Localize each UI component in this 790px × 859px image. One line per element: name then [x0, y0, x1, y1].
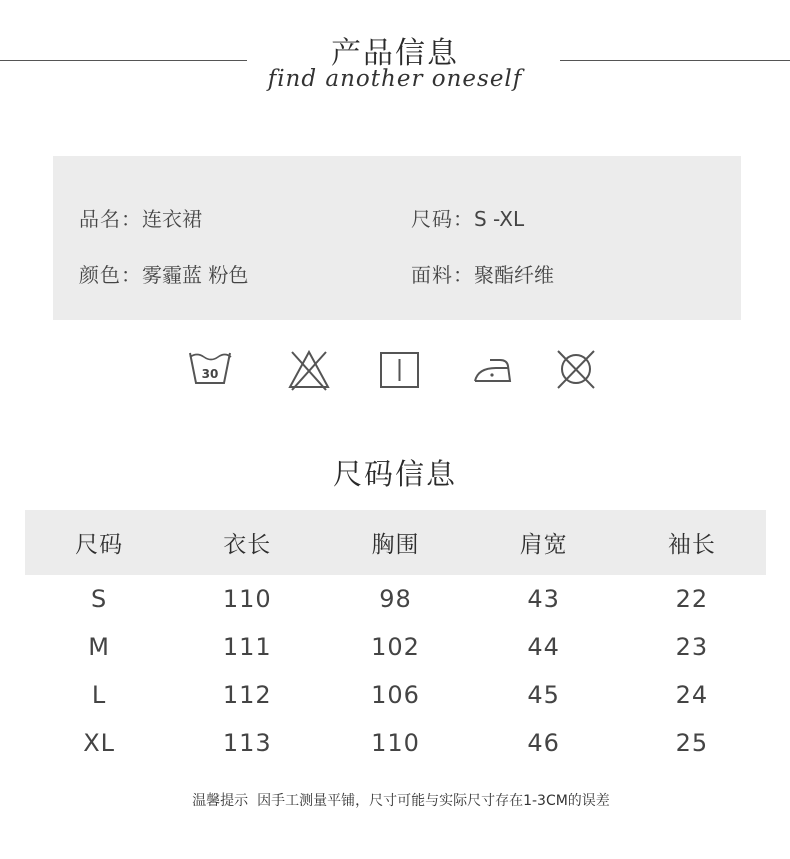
- table-row: [25, 671, 766, 719]
- no-bleach-icon: [286, 348, 332, 392]
- size-section-title: 尺码信息: [332, 457, 457, 491]
- product-name-label: 品名：: [79, 207, 142, 231]
- header-length: 衣长: [223, 532, 272, 558]
- cell-shoulder: 46: [527, 729, 560, 757]
- iron-low-icon: [470, 348, 516, 392]
- cell-size: M: [88, 633, 110, 661]
- header-size: 尺码: [75, 532, 124, 558]
- product-fabric-row: [411, 259, 554, 288]
- cell-size: S: [90, 585, 108, 613]
- cell-length: 112: [222, 681, 272, 709]
- cell-length: 111: [222, 633, 272, 661]
- product-fabric-label: 面料：: [411, 263, 474, 287]
- cell-bust: 110: [371, 729, 420, 757]
- dry-flat-icon: [377, 348, 423, 392]
- product-info-box: [53, 156, 741, 320]
- cell-bust: 102: [371, 633, 420, 661]
- no-dry-clean-icon: [553, 348, 599, 392]
- wash-temperature-text: 30: [201, 367, 219, 381]
- header-bust: 胸围: [371, 532, 420, 558]
- table-row: [25, 623, 766, 671]
- cell-sleeve: 24: [675, 681, 709, 709]
- product-color-row: [79, 259, 248, 288]
- product-color-value: 雾霾蓝 粉色: [142, 263, 249, 287]
- product-name-value: 连衣裙: [142, 207, 202, 231]
- page-title: 产品信息: [331, 36, 459, 71]
- cell-length: 110: [222, 585, 272, 613]
- product-size-label: 尺码：: [411, 207, 474, 231]
- table-header-row: [25, 510, 766, 575]
- cell-size: XL: [83, 729, 115, 757]
- cell-bust: 106: [371, 681, 420, 709]
- table-row: [25, 575, 766, 623]
- product-size-value: S -XL: [474, 207, 525, 231]
- wash-30-icon: [187, 348, 233, 392]
- cell-size: L: [91, 681, 107, 709]
- header-sleeve: 袖长: [667, 532, 716, 558]
- table-row: [25, 719, 766, 767]
- cell-length: 113: [222, 729, 272, 757]
- cell-bust: 98: [379, 585, 412, 613]
- size-table: [25, 510, 766, 767]
- header-shoulder: 肩宽: [519, 532, 568, 558]
- cell-sleeve: 23: [675, 633, 709, 661]
- cell-sleeve: 22: [675, 585, 709, 613]
- page-subtitle: find another oneself: [267, 66, 523, 92]
- product-color-label: 颜色：: [79, 263, 142, 287]
- cell-sleeve: 25: [675, 729, 709, 757]
- cell-shoulder: 44: [527, 633, 560, 661]
- cell-shoulder: 45: [527, 681, 560, 709]
- product-fabric-value: 聚酯纤维: [474, 263, 554, 287]
- cell-shoulder: 43: [527, 585, 560, 613]
- product-size-row: [411, 203, 524, 232]
- measurement-note: 温馨提示 因手工测量平铺，尺寸可能与实际尺寸存在1-3CM的误差: [192, 793, 610, 809]
- product-name-row: [79, 203, 202, 232]
